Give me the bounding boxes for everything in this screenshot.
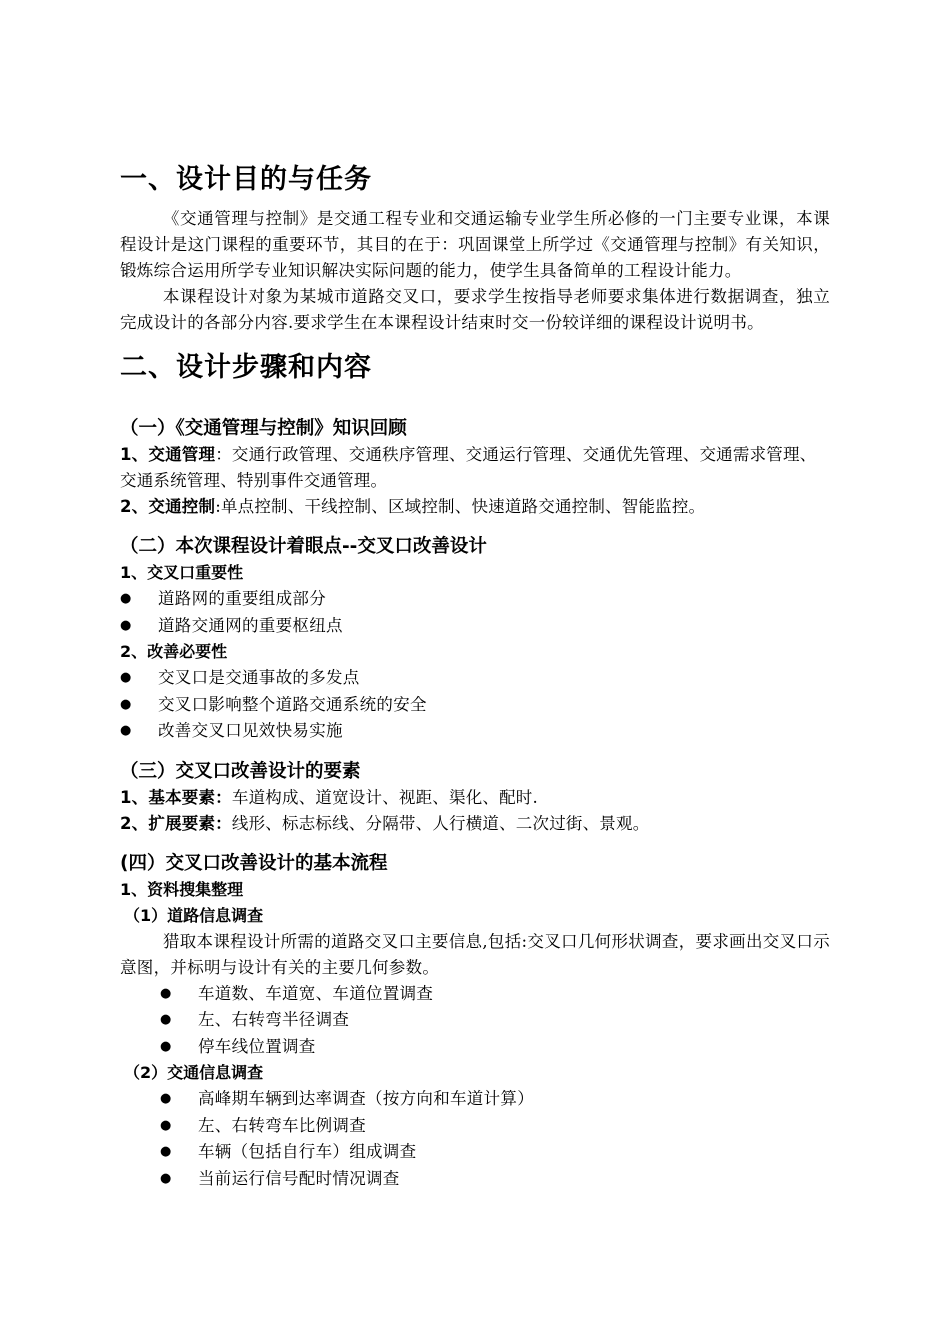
bullet-list-traffic-survey [120, 1086, 830, 1192]
subheading-importance: 1、交叉口重要性 [120, 563, 244, 582]
elements-extended [120, 811, 830, 837]
list-item: ● 左、右转弯车比例调查 [120, 1113, 830, 1140]
review-item-management [120, 442, 830, 494]
list-item: ● 左、右转弯半径调查 [120, 1007, 830, 1034]
list-item: ● 车道数、车道宽、车道位置调查 [120, 981, 830, 1008]
bullet-list-importance [120, 586, 830, 639]
paragraph-purpose: 《交通管理与控制》是交通工程专业和交通运输专业学生所必修的一门主要专业课，本课程设计是这门课程的重要环节，其目的在于：巩固课堂上所学过《交通管理与控制》有关知识，锻炼综合运用所学专业知识解决实际问题的能力，使学生具备简单的工程设计能力。 [120, 209, 830, 280]
subheading-traffic-survey: （2）交通信息调查 [124, 1063, 264, 1082]
heading-focus: （二）本次课程设计着眼点--交叉口改善设计 [120, 536, 487, 557]
elements-basic [120, 785, 830, 811]
subheading-road-survey: （1）道路信息调查 [124, 905, 264, 925]
review-item-management-text: ：交通行政管理、交通秩序管理、交通运行管理、交通优先管理、交通需求管理、交通系统管理、特别事件交通管理。 [120, 445, 817, 490]
list-item: ● 道路网的重要组成部分 [120, 586, 830, 613]
section-title-steps: 二、设计步骤和内容 [120, 352, 372, 383]
section-title-purpose: 一、设计目的与任务 [120, 164, 372, 195]
heading-process: (四）交叉口改善设计的基本流程 [120, 852, 388, 874]
bullet-list-road-survey [120, 981, 830, 1061]
review-item-management-label: 1、交通管理 [120, 445, 216, 464]
list-item: ● 道路交通网的重要枢纽点 [120, 613, 830, 640]
paragraph-object: 本课程设计对象为某城市道路交叉口，要求学生按指导老师要求集体进行数据调查，独立完成设计的各部分内容.要求学生在本课程设计结束时交一份较详细的课程设计说明书。 [120, 287, 830, 332]
heading-review: （一）《交通管理与控制》知识回顾 [120, 418, 407, 439]
list-item: ● 改善交叉口见效快易实施 [120, 718, 830, 745]
elements-basic-label: 1、基本要素： [120, 787, 232, 807]
review-item-control [120, 494, 830, 520]
subheading-data-collection: 1、资料搜集整理 [120, 879, 244, 899]
bullet-list-necessity [120, 665, 830, 745]
elements-extended-text: 线形、标志标线、分隔带、人行横道、二次过街、景观。 [231, 813, 650, 833]
list-item: ● 车辆（包括自行车）组成调查 [120, 1139, 830, 1166]
elements-extended-label: 2、扩展要素： [120, 813, 232, 833]
review-item-control-label: 2、交通控制 [120, 497, 216, 516]
paragraph-road-survey: 猎取本课程设计所需的道路交叉口主要信息,包括:交叉口几何形状调查，要求画出交叉口示意图，并标明与设计有关的主要几何参数。 [120, 931, 830, 977]
list-item: ● 交叉口影响整个道路交通系统的安全 [120, 692, 830, 719]
heading-elements: （三）交叉口改善设计的要素 [120, 760, 361, 782]
subheading-necessity: 2、改善必要性 [120, 642, 228, 661]
list-item: ● 交叉口是交通事故的多发点 [120, 665, 830, 692]
review-item-control-text: :单点控制、干线控制、区域控制、快速道路交通控制、智能监控。 [215, 497, 706, 516]
list-item: ● 当前运行信号配时情况调查 [120, 1166, 830, 1193]
document-page [120, 160, 830, 1192]
list-item: ● 停车线位置调查 [120, 1034, 830, 1061]
elements-basic-text: 车道构成、道宽设计、视距、渠化、配时. [231, 787, 538, 807]
list-item: ● 高峰期车辆到达率调查（按方向和车道计算） [120, 1086, 830, 1113]
